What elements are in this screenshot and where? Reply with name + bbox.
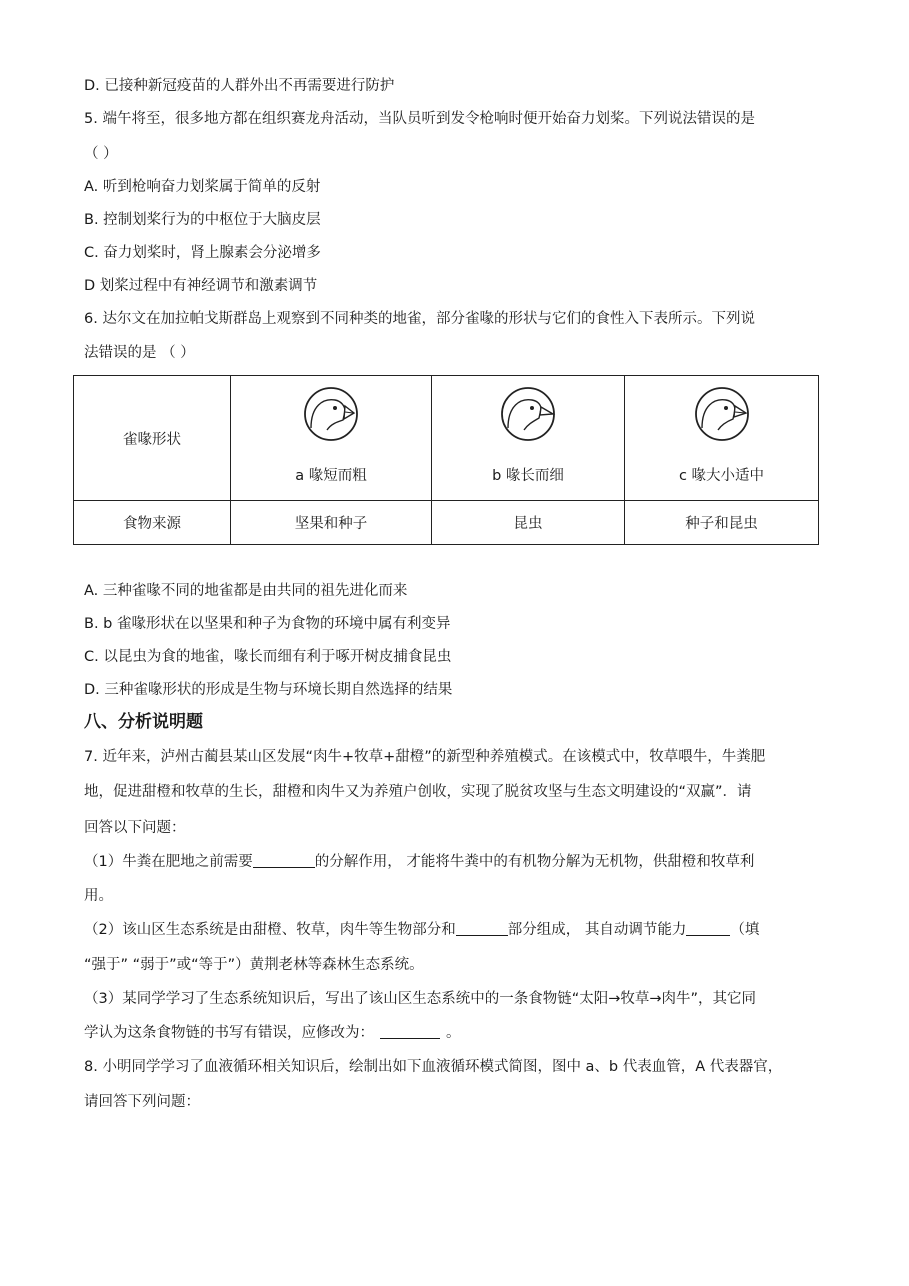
q6-option-a: A. 三种雀喙不同的地雀都是由共同的祖先进化而来 [84,583,408,599]
finch-beak-medium-icon [692,384,752,444]
q7-blank-2[interactable] [456,921,508,936]
beak-shape-header: 雀喙形状 [74,376,231,501]
food-source-a: 坚果和种子 [231,501,432,545]
q7-part2-post: （填 [730,922,760,938]
finch-beak-long-thin-icon [498,384,558,444]
q7-blank-4[interactable] [380,1024,440,1039]
beak-caption-b: b 喙长而细 [492,468,564,484]
q5-option-a: A. 听到枪响奋力划桨属于简单的反射 [84,179,321,195]
q7-blank-1[interactable] [253,853,315,868]
q6-option-d: D. 三种雀喙形状的形成是生物与环境长期自然选择的结果 [84,682,453,698]
beak-cell-b [432,376,625,501]
q7-line1: 7. 近年来，泸州古蔺县某山区发展“肉牛+牧草+甜橙”的新型种养殖模式。在该模式中，牧草喂牛，牛粪肥 [84,749,766,765]
q5-stem-line2: （ ） [84,146,118,162]
q5-option-b: B. 控制划桨行为的中枢位于大脑皮层 [84,212,321,228]
q7-part1-line2: 用。 [84,888,113,904]
q7-part3-line1: （3）某同学学习了生态系统知识后，写出了该山区生态系统中的一条食物链“太阳→牧草→肉牛”，其它同 [84,991,757,1007]
q7-part2-pre: （2）该山区生态系统是由甜橙、牧草，肉牛等生物部分和 [84,922,456,938]
q6-option-b: B. b 雀喙形状在以坚果和种子为食物的环境中属有利变异 [84,616,451,632]
q7-part1-pre: （1）牛粪在肥地之前需要 [84,854,253,870]
food-source-b: 昆虫 [432,501,625,545]
q7-part3-post: 。 [446,1025,461,1041]
q7-line2: 地，促进甜橙和牧草的生长，甜橙和肉牛又为养殖户创收，实现了脱贫攻坚与生态文明建设的“双赢”．请 [84,784,752,800]
q7-part1-post: 的分解作用， 才能将牛粪中的有机物分解为无机物，供甜橙和牧草利 [314,854,755,870]
q5-option-c: C. 奋力划桨时，肾上腺素会分泌增多 [84,245,321,261]
q7-part2-mid: 部分组成， 其自动调节能力 [507,922,687,938]
q8-line2: 请回答下列问题： [84,1094,200,1110]
beak-caption-a: a 喙短而粗 [295,468,367,484]
beak-cell-a [231,376,432,501]
q7-blank-3[interactable] [686,921,730,936]
food-source-c: 种子和昆虫 [625,501,819,545]
q6-stem-line1: 6. 达尔文在加拉帕戈斯群岛上观察到不同种类的地雀，部分雀喙的形状与它们的食性入下表所示。下列说 [84,311,755,327]
q5-stem-line1: 5. 端午将至，很多地方都在组织赛龙舟活动，当队员听到发令枪响时便开始奋力划桨。下列说法错误的是 [84,111,755,127]
food-source-header: 食物来源 [74,501,231,545]
q6-stem-line2: 法错误的是 （ ） [84,345,195,361]
q4-option-d: D. 已接种新冠疫苗的人群外出不再需要进行防护 [84,78,395,94]
beak-cell-c [625,376,819,501]
section-title: 八、分析说明题 [84,712,203,732]
q7-part3 [84,1023,461,1043]
q5-option-d: D 划桨过程中有神经调节和激素调节 [84,278,318,294]
q7-line3: 回答以下问题： [84,820,186,836]
q7-part3-pre: 学认为这条食物链的书写有错误，应修改为： [84,1025,374,1041]
q8-line1: 8. 小明同学学习了血液循环相关知识后，绘制出如下血液循环模式简图，图中 a、b 代表血管，A 代表器官， [84,1059,783,1075]
beak-table [73,375,819,545]
q7-part2 [84,920,759,940]
beak-caption-c: c 喙大小适中 [678,468,765,484]
q6-option-c: C. 以昆虫为食的地雀，喙长而细有利于啄开树皮捕食昆虫 [84,649,452,665]
finch-beak-short-thick-icon [301,384,361,444]
q7-part1 [84,852,754,872]
q7-part2-line2: “强于” “弱于”或“等于”）黄荆老林等森林生态系统。 [84,957,424,973]
